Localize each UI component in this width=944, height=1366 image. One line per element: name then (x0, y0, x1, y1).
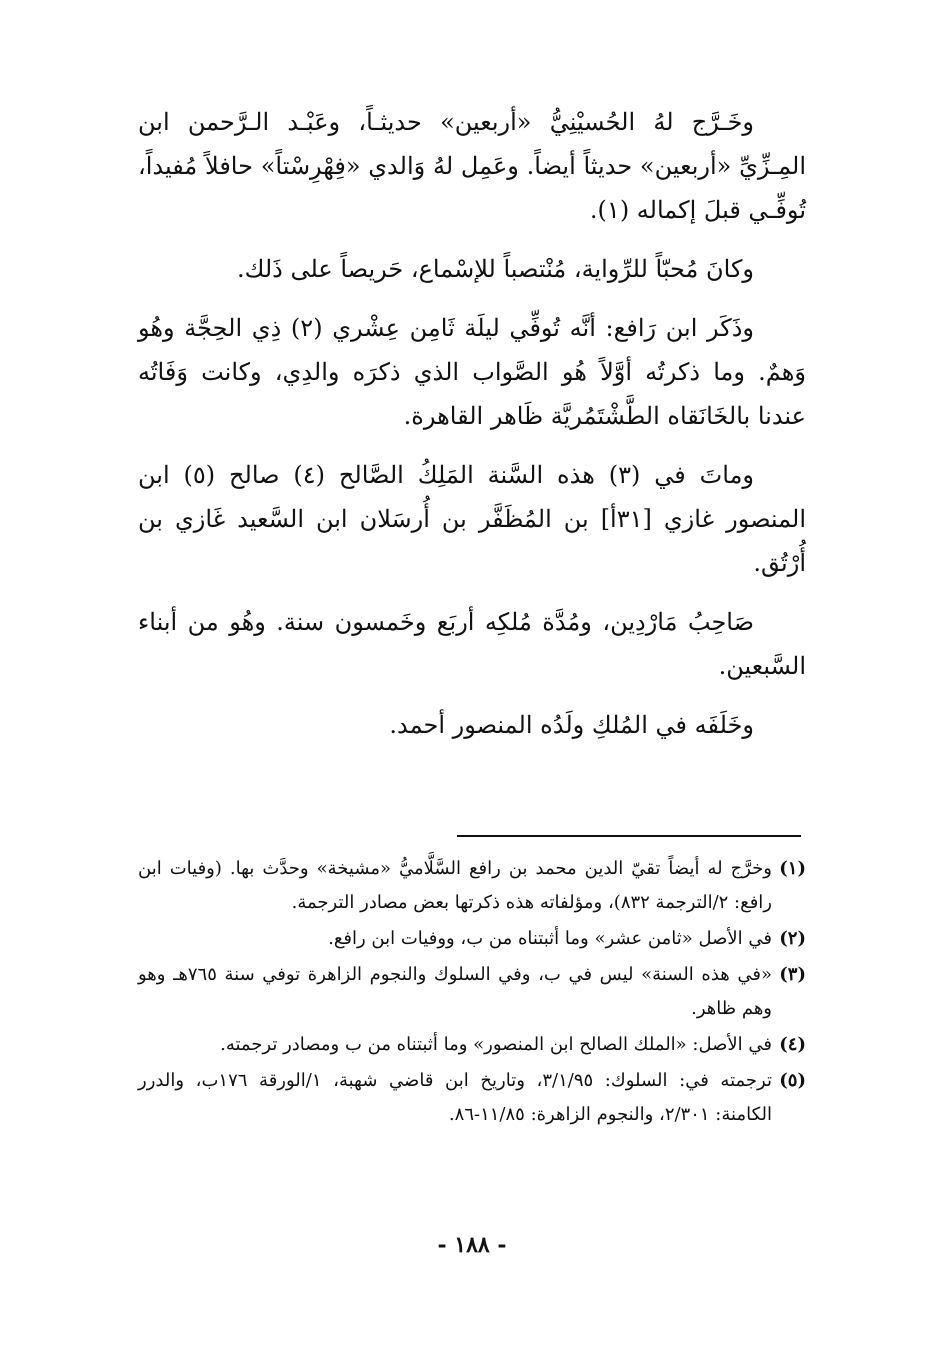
paragraph-4: وماتَ في (٣) هذه السَّنة المَلِكُ الصَّالح (٤) صالح (٥) ابن المنصور غازي [٣١أ] بن المُظَفَّر بن أُرسَلان ابن السَّعيد غَازي بن أُرْتُق. (138, 461, 807, 577)
footnote-number: (٣) (779, 964, 806, 985)
footnote-2 (138, 922, 806, 956)
footnote-text: ترجمته في: السلوك: ٣/١/٩٥، وتاريخ ابن قاضي شهبة، ١/الورقة ١٧٦ب، والدرر الكامنة: ٢/٣٠١، والنجوم الزاهرة: ١١/٨٥-٨٦. (138, 1070, 772, 1125)
footnote-text: «في هذه السنة» ليس في ب، وفي السلوك والنجوم الزاهرة توفي سنة ٧٦٥هـ وهو وهم ظاهر. (138, 964, 772, 1019)
footnote-number: (٥) (779, 1070, 806, 1091)
footnote-number: (٢) (779, 928, 806, 949)
footnote-text: وخرَّج له أيضاً تقيّ الدين محمد بن رافع السَّلَّاميُّ «مشيخة» وحدَّث بها. (وفيات ابن رافع: ٢/الترجمة ٨٣٢)، ومؤلفاته هذه ذكرتها بعض مصادر الترجمة. (138, 858, 772, 913)
footnote-divider (457, 835, 801, 837)
footnote-text: في الأصل «ثامن عشر» وما أثبتناه من ب، ووفيات ابن رافع. (328, 928, 772, 949)
paragraph-5: صَاحِبُ مَارْدِين، ومُدَّة مُلكِه أربَع وخَمسون سنة. وهُو من أبناء السَّبعين. (138, 608, 806, 680)
paragraph-2: وكانَ مُحبّاً للرِّواية، مُنْتصباً للإسْماع، حَريصاً على ذَلك. (236, 255, 754, 283)
footnote-4 (138, 1028, 806, 1062)
footnote-1 (138, 852, 806, 920)
page-number: - ١٨٨ - (437, 1232, 507, 1258)
footnote-text: في الأصل: «الملك الصالح ابن المنصور» وما أثبتناه من ب ومصادر ترجمته. (220, 1034, 772, 1055)
paragraph-3: وذَكَر ابن رَافع: أنَّه تُوفِّي ليلَة ثَامِن عِشْري (٢) ذِي الحِجَّة وهُو وَهمٌ. وما ذكرتُه أوَّلاً هُو الصَّواب الذي ذكرَه والدِي، وكانت وَفَاتُه عندنا بالخَانَقاه الطَّشْتَمُريَّة ظَاهر القاهرة. (138, 314, 806, 430)
footnote-3 (138, 958, 806, 1026)
footnotes (138, 852, 806, 1134)
footnote-5 (138, 1064, 806, 1132)
paragraph-1: وخَـرَّج لهُ الحُسيْنِيُّ «أربعين» حديثـاً، وعَبْـد الـرَّحمن ابن المِـزِّيِّ «أربعين» حديثاً أيضاً. وعَمِل لهُ وَالدي «فِهْرِسْتاً» حافلاً مُفيداً، تُوفِّـي قبلَ إكماله (١). (138, 108, 806, 224)
footnote-number: (٤) (779, 1034, 806, 1055)
footnote-number: (١) (779, 858, 806, 879)
paragraph-6: وخَلَفَه في المُلكِ ولَدُه المنصور أحمد. (389, 711, 754, 739)
main-text (138, 100, 806, 762)
